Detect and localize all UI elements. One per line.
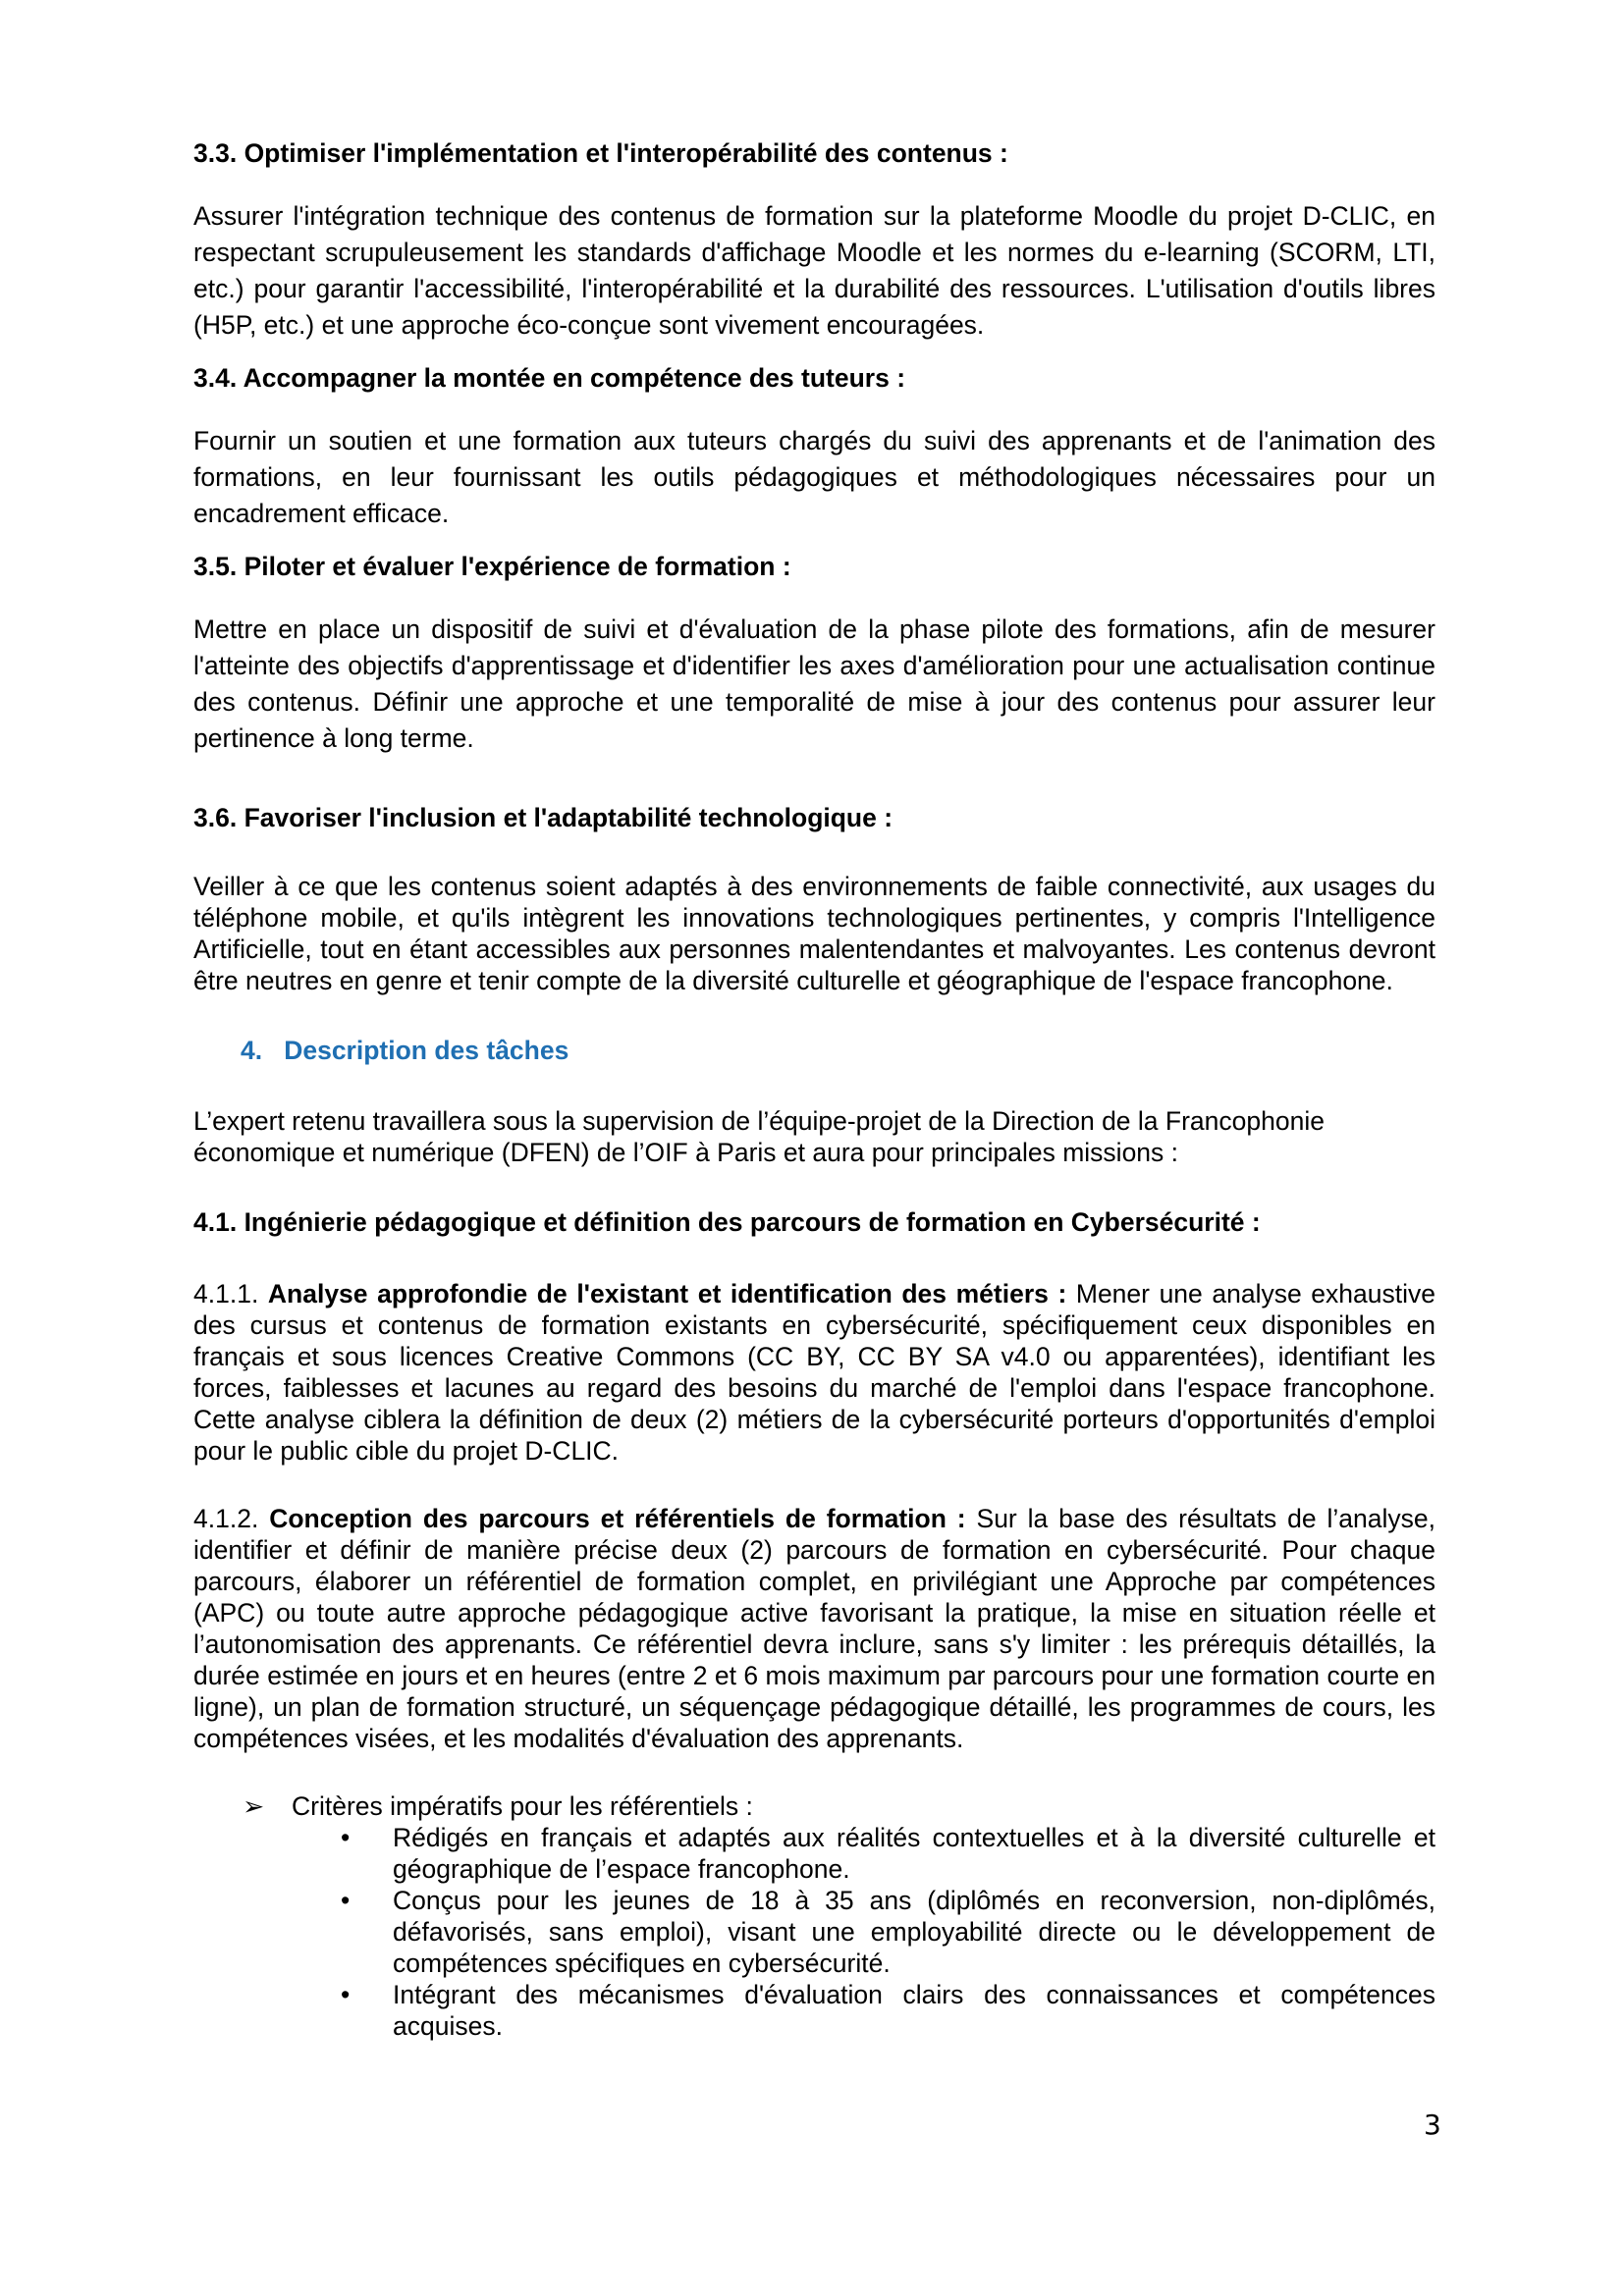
section-3-4-title: 3.4. Accompagner la montée en compétence des tuteurs : <box>193 363 906 393</box>
section-3-3-title: 3.3. Optimiser l'implémentation et l'interopérabilité des contenus : <box>193 138 1008 168</box>
section-3-6-title: 3.6. Favoriser l'inclusion et l'adaptabilité technologique : <box>193 803 893 832</box>
section-4-1-title: 4.1. Ingénierie pédagogique et définition des parcours de formation en Cybersécurité : <box>193 1207 1261 1237</box>
list-item <box>193 1822 1435 1885</box>
arrow-bullet-icon: ➢ <box>243 1791 265 1821</box>
section-4-1-1 <box>193 1278 1435 1467</box>
criteria-heading <box>193 1790 1435 1822</box>
page-content <box>193 135 1435 2042</box>
criteria-list <box>193 1822 1435 2042</box>
section-4-title: Description des tâches <box>284 1036 569 1065</box>
list-item <box>193 1885 1435 1979</box>
list-item <box>193 1979 1435 2042</box>
bullet-icon: • <box>341 1823 351 1852</box>
section-3-4-body: Fournir un soutien et une formation aux tuteurs chargés du suivi des apprenants et de l'animation des formations, en leur fournissant les outils pédagogiques et méthodologiques nécessaires pour un encadrement efficace. <box>193 426 1435 528</box>
section-4-heading <box>193 1033 1435 1069</box>
section-4-1-2 <box>193 1503 1435 1754</box>
page-number: 3 <box>1424 2109 1441 2141</box>
section-4-1-2-text: Sur la base des résultats de l’analyse, identifier et définir de manière précise deux (2) parcours de formation en cybersécurité. Pour chaque parcours, élaborer un référentiel de formation complet, en privilégiant une Approche par compétences (APC) ou toute autre approche pédagogique active favorisant la pratique, la mise en situation réelle et l’autonomisation des apprenants. Ce référentiel devra inclure, sans s'y limiter : les prérequis détaillés, la durée estimée en jours et en heures (entre 2 et 6 mois maximum par parcours pour une formation courte en ligne), un plan de formation structuré, un séquençage pédagogique détaillé, les programmes de cours, les compétences visées, et les modalités d'évaluation des apprenants. <box>193 1504 1436 1753</box>
criteria-item-text: Rédigés en français et adaptés aux réalités contextuelles et à la diversité culturelle et géographique de l’espace francophone. <box>393 1823 1435 1884</box>
criteria-label: Critères impératifs pour les référentiels : <box>292 1791 753 1821</box>
bullet-icon: • <box>341 1980 351 2009</box>
section-4-1-1-title: Analyse approfondie de l'existant et identification des métiers : <box>267 1279 1067 1308</box>
criteria-item-text: Conçus pour les jeunes de 18 à 35 ans (diplômés en reconversion, non-diplômés, défavorisés, sans emploi), visant une employabilité directe ou le développement de compétences spécifiques en cybersécurité. <box>393 1886 1435 1978</box>
section-3-6-body: Veiller à ce que les contenus soient adaptés à des environnements de faible connectivité, aux usages du téléphone mobile, et qu'ils intègrent les innovations technologiques pertinentes, y compris l'Intelligence Artificielle, tout en étant accessibles aux personnes malentendantes et malvoyantes. Les contenus devront être neutres en genre et tenir compte de la diversité culturelle et géographique de l'espace francophone. <box>193 872 1435 995</box>
section-4-1-2-number: 4.1.2. <box>193 1504 270 1533</box>
section-3-3-body: Assurer l'intégration technique des contenus de formation sur la plateforme Moodle du projet D-CLIC, en respectant scrupuleusement les standards d'affichage Moodle et les normes du e-learning (SCORM, LTI, etc.) pour garantir l'accessibilité, l'interopérabilité et la durabilité des ressources. L'utilisation d'outils libres (H5P, etc.) et une approche éco-conçue sont vivement encouragées. <box>193 201 1435 340</box>
section-4-1-2-title: Conception des parcours et référentiels de formation : <box>269 1504 966 1533</box>
criteria-item-text: Intégrant des mécanismes d'évaluation clairs des connaissances et compétences acquises. <box>393 1980 1435 2041</box>
section-4-number: 4. <box>241 1036 263 1065</box>
section-4-1-1-number: 4.1.1. <box>193 1279 268 1308</box>
bullet-icon: • <box>341 1886 351 1915</box>
section-4-intro: L’expert retenu travaillera sous la supervision de l’équipe-projet de la Direction de la Francophonie économique et numérique (DFEN) de l’OIF à Paris et aura pour principales missions : <box>193 1106 1325 1167</box>
section-3-5-body: Mettre en place un dispositif de suivi et d'évaluation de la phase pilote des formations, afin de mesurer l'atteinte des objectifs d'apprentissage et d'identifier les axes d'amélioration pour une actualisation continue des contenus. Définir une approche et une temporalité de mise à jour des contenus pour assurer leur pertinence à long terme. <box>193 614 1435 753</box>
section-4-1-1-text: Mener une analyse exhaustive des cursus et contenus de formation existants en cybersécurité, spécifiquement ceux disponibles en français et sous licences Creative Commons (CC BY, CC BY SA v4.0 ou apparentées), identifiant les forces, faiblesses et lacunes au regard des besoins du marché de l'emploi dans l'espace francophone. Cette analyse ciblera la définition de deux (2) métiers de la cybersécurité porteurs d'opportunités d'emploi pour le public cible du projet D-CLIC. <box>193 1279 1435 1466</box>
section-3-5-title: 3.5. Piloter et évaluer l'expérience de formation : <box>193 552 791 581</box>
